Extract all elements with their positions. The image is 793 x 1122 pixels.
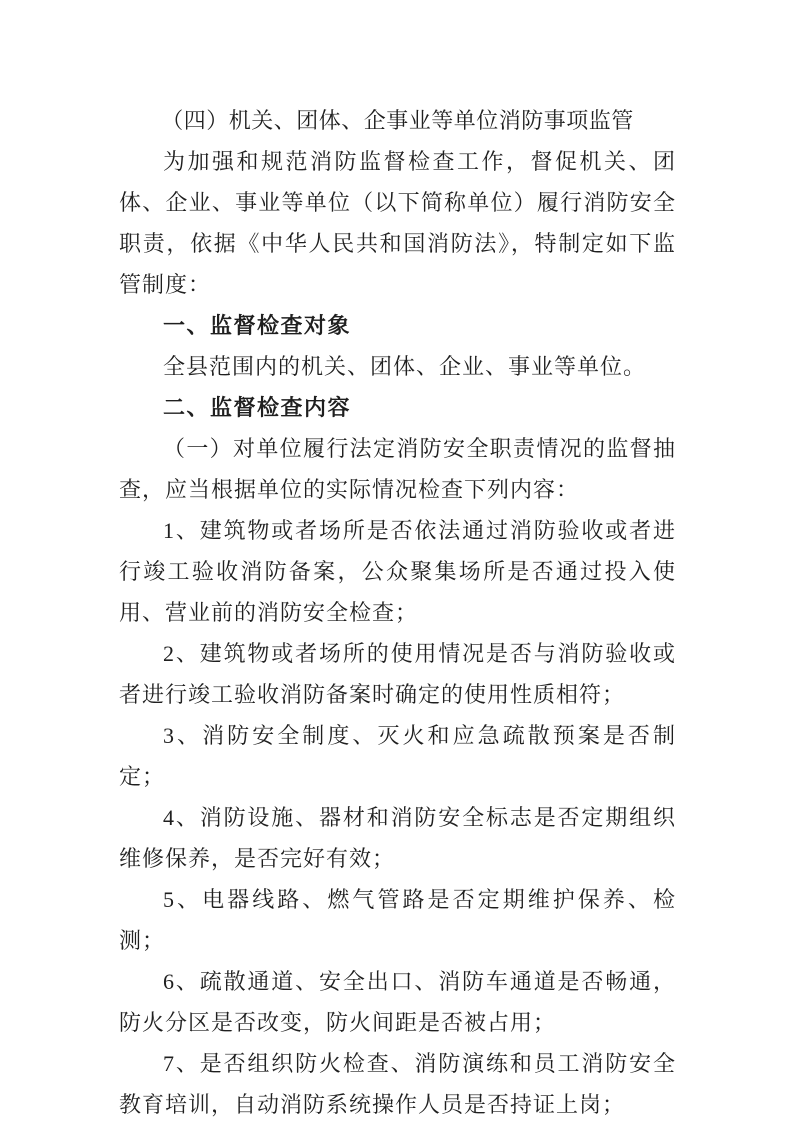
paragraph: 6、疏散通道、安全出口、消防车通道是否畅通，防火分区是否改变，防火间距是否被占用； xyxy=(119,969,676,1035)
paragraph: 为加强和规范消防监督检查工作，督促机关、团体、企业、事业等单位（以下简称单位）履行消防安全职责，依据《中华人民共和国消防法》，特制定如下监管制度： xyxy=(119,149,676,297)
paragraph: 2、建筑物或者场所的使用情况是否与消防验收或者进行竣工验收消防备案时确定的使用性质相符； xyxy=(119,641,676,707)
document-content xyxy=(119,100,676,1122)
document-body xyxy=(119,141,676,1122)
paragraph: 7、是否组织防火检查、消防演练和员工消防安全教育培训，自动消防系统操作人员是否持证上岗； xyxy=(119,1051,676,1117)
section-heading: 一、监督检查对象 xyxy=(163,313,352,338)
paragraph: 5、电器线路、燃气管路是否定期维护保养、检测； xyxy=(119,887,676,953)
paragraph: 4、消防设施、器材和消防安全标志是否定期组织维修保养，是否完好有效； xyxy=(119,805,676,871)
paragraph: 3、消防安全制度、灭火和应急疏散预案是否制定； xyxy=(119,723,676,789)
section-heading: 二、监督检查内容 xyxy=(163,395,352,420)
document-title: （四）机关、团体、企事业等单位消防事项监管 xyxy=(161,108,634,133)
paragraph: 1、建筑物或者场所是否依法通过消防验收或者进行竣工验收消防备案，公众聚集场所是否通过投入使用、营业前的消防安全检查； xyxy=(119,518,676,625)
paragraph: （一）对单位履行法定消防安全职责情况的监督抽查，应当根据单位的实际情况检查下列内容： xyxy=(119,436,676,502)
paragraph: 全县范围内的机关、团体、企业、事业等单位。 xyxy=(163,354,647,379)
